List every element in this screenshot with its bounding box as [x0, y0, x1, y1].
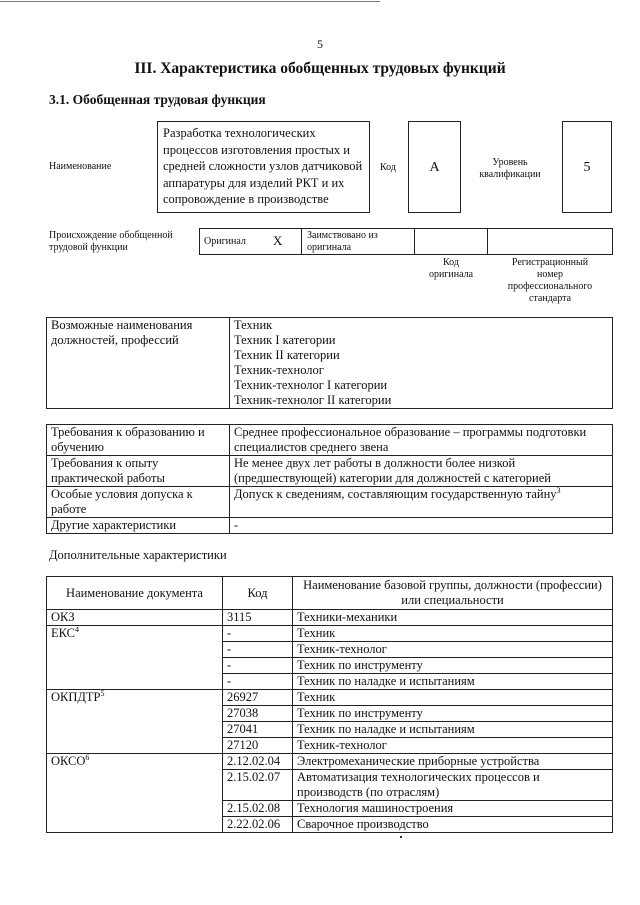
name-cell: Технология машиностроения — [293, 801, 613, 817]
origin-original-mark: X — [273, 233, 283, 248]
code-cell: - — [223, 658, 293, 674]
requirement-label: Требования к образованию и обучению — [47, 425, 230, 456]
code-cell: - — [223, 626, 293, 642]
doc-cell — [47, 754, 223, 833]
additional-table — [46, 576, 613, 833]
gtf-name-value: Разработка технологических процессов изготовления простых и средней сложности узлов датчиковой аппаратуры для изделий РКТ и их сопровождение в производстве — [163, 126, 363, 206]
requirement-value-cell — [230, 487, 613, 518]
name-cell: Техник — [293, 690, 613, 706]
requirement-label: Другие характеристики — [47, 518, 230, 534]
position-item: Техник II категории — [234, 348, 340, 362]
doc-cell — [47, 610, 223, 626]
name-cell: Техник по инструменту — [293, 658, 613, 674]
origin-code-caption: Код оригинала — [428, 257, 474, 280]
origin-borrowed-label: Заимствовано из оригинала — [307, 230, 378, 253]
table-header-row — [47, 577, 613, 610]
position-item: Техник-технолог II категории — [234, 393, 392, 407]
name-cell: Сварочное производство — [293, 817, 613, 833]
header-code: Код — [223, 577, 293, 610]
subsection-title: 3.1. Обобщенная трудовая функция — [49, 92, 266, 107]
code-cell: 26927 — [223, 690, 293, 706]
gtf-name-label: Наименование — [49, 161, 112, 172]
doc-name: ОКЗ — [51, 610, 75, 624]
footnote-ref: 4 — [75, 624, 79, 634]
footnote-ref: 3 — [556, 485, 561, 495]
position-item: Техник-технолог I категории — [234, 378, 388, 392]
footnote-ref: 6 — [85, 752, 90, 762]
gtf-level-box — [562, 121, 612, 213]
doc-name: ОКПДТР — [51, 690, 101, 704]
gtf-code-label: Код — [380, 162, 396, 173]
doc-name: ЕКС — [51, 626, 75, 640]
code-cell: - — [223, 674, 293, 690]
doc-name: ОКСО — [51, 754, 86, 768]
name-cell: Техник-технолог — [293, 642, 613, 658]
name-cell: Техники-механики — [293, 610, 613, 626]
origin-reg-caption: Регистрационный номер профессионального стандарта — [507, 257, 593, 304]
requirement-value: Среднее профессиональное образование – программы подготовки специалистов среднего звена — [230, 425, 613, 456]
positions-label: Возможные наименования должностей, профессий — [47, 318, 230, 409]
code-cell: 2.15.02.08 — [223, 801, 293, 817]
requirements-table — [46, 424, 613, 534]
doc-cell — [47, 690, 223, 754]
code-cell: 27041 — [223, 722, 293, 738]
table-row — [47, 610, 613, 626]
gtf-code-box — [408, 121, 461, 213]
positions-table — [46, 317, 613, 409]
name-cell: Техник — [293, 626, 613, 642]
scan-mark — [400, 836, 402, 838]
table-row — [47, 425, 613, 456]
table-row — [47, 754, 613, 770]
requirement-value: Допуск к сведениям, составляющим государственную тайну — [234, 487, 557, 501]
requirement-label: Требования к опыту практической работы — [47, 456, 230, 487]
code-cell: 27120 — [223, 738, 293, 754]
code-cell: - — [223, 642, 293, 658]
gtf-name-box — [157, 121, 370, 213]
positions-list — [230, 318, 613, 409]
name-cell: Техник по наладке и испытаниям — [293, 674, 613, 690]
table-row — [47, 456, 613, 487]
section-title: III. Характеристика обобщенных трудовых функций — [134, 60, 506, 77]
origin-label: Происхождение обобщенной трудовой функции — [49, 230, 173, 253]
gtf-code-value: A — [429, 160, 440, 175]
code-cell: 3115 — [223, 610, 293, 626]
position-item: Техник — [234, 318, 273, 332]
top-rule — [0, 1, 380, 2]
doc-cell — [47, 626, 223, 690]
table-row — [47, 487, 613, 518]
code-cell: 2.15.02.07 — [223, 770, 293, 801]
additional-title: Дополнительные характеристики — [49, 548, 227, 562]
table-row — [47, 626, 613, 642]
header-doc: Наименование документа — [47, 577, 223, 610]
additional-body — [47, 610, 613, 833]
name-cell: Техник по наладке и испытаниям — [293, 722, 613, 738]
table-row — [47, 690, 613, 706]
position-item: Техник-технолог — [234, 363, 324, 377]
code-cell: 2.12.02.04 — [223, 754, 293, 770]
page-number: 5 — [317, 37, 323, 51]
requirement-value: Не менее двух лет работы в должности более низкой (предшествующей) категории для должностей с категорией — [230, 456, 613, 487]
name-cell: Электромеханические приборные устройства — [293, 754, 613, 770]
code-cell: 27038 — [223, 706, 293, 722]
code-cell: 2.22.02.06 — [223, 817, 293, 833]
gtf-level-value: 5 — [583, 160, 591, 175]
name-cell: Техник по инструменту — [293, 706, 613, 722]
gtf-level-label: Уровень квалификации — [479, 157, 541, 180]
name-cell: Техник-технолог — [293, 738, 613, 754]
requirement-value: - — [230, 518, 613, 534]
table-row — [47, 518, 613, 534]
requirement-label: Особые условия допуска к работе — [47, 487, 230, 518]
footnote-ref: 5 — [100, 688, 105, 698]
name-cell: Автоматизация технологических процессов и производств (по отраслям) — [293, 770, 613, 801]
origin-original-label: Оригинал — [204, 236, 246, 247]
header-name: Наименование базовой группы, должности (профессии) или специальности — [293, 577, 613, 610]
position-item: Техник I категории — [234, 333, 336, 347]
